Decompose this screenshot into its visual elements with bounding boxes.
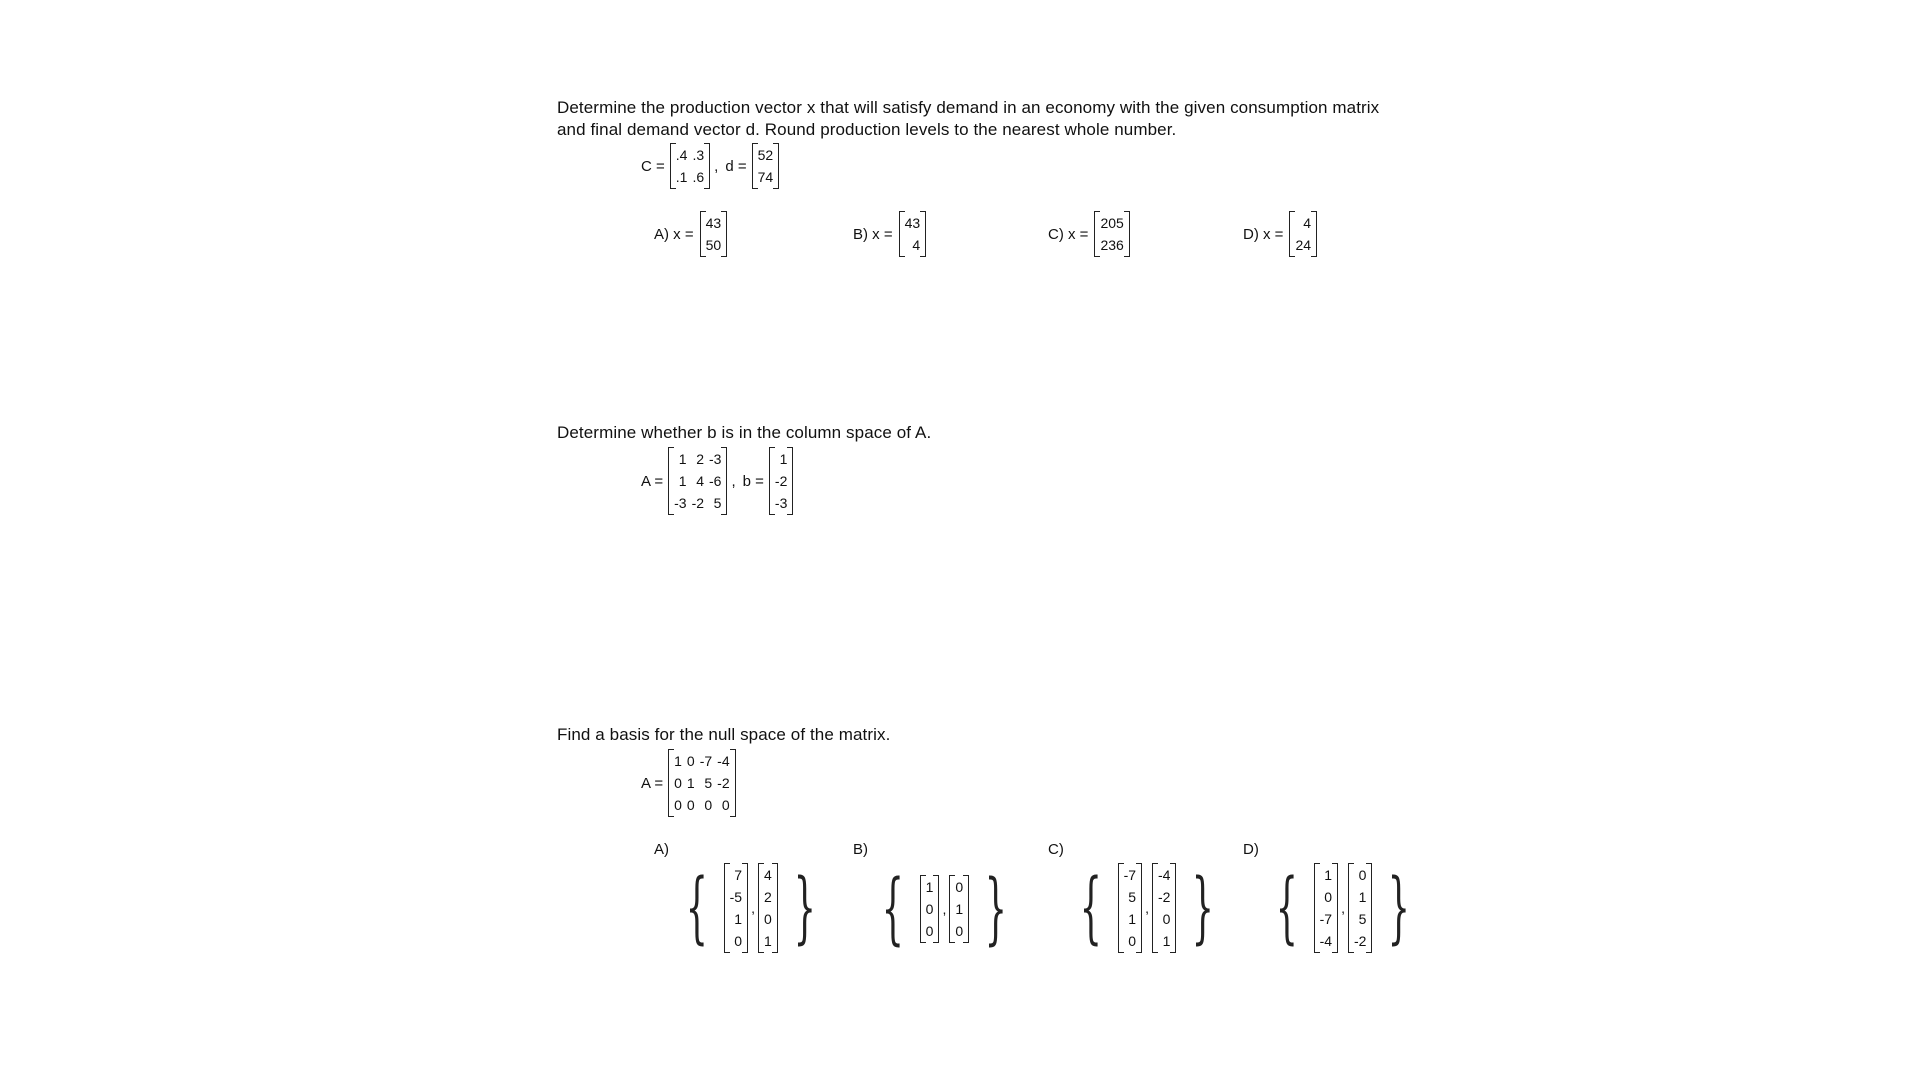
matrix-cell: 1 [1128,911,1137,927]
basis-vector [920,875,940,943]
matrix-cell: 5 [713,495,722,511]
matrix-cell: 0 [955,879,964,895]
matrix-cell: 0 [1358,867,1367,883]
matrix-cell: 4 [1303,215,1312,231]
separator-comma: , [714,157,719,175]
matrix-cell: 0 [1324,889,1333,905]
matrix-cell: -2 [774,473,788,489]
matrix-cell: 236 [1100,237,1124,253]
matrix-cell: 0 [925,901,934,917]
matrix-cell: -5 [729,889,743,905]
q3-choice-c-set[interactable] [1066,863,1228,953]
matrix-cell: 0 [686,797,695,813]
matrix-cell: 0 [674,797,682,813]
q1-choice-b[interactable] [853,211,928,257]
matrix-cell: 5 [1128,889,1137,905]
basis-vector [1152,863,1176,953]
vector-separator: , [942,901,947,917]
matrix-cell: -2 [1353,933,1367,949]
matrix-cell: 0 [721,797,730,813]
matrix-cell: -2 [1157,889,1171,905]
q3-choice-a-label[interactable]: A) [654,841,669,858]
open-brace: { [1079,863,1102,953]
matrix-cell: 4 [912,237,921,253]
question-1-line-2: and final demand vector d. Round production levels to the nearest whole number. [557,120,1177,139]
basis-vector [949,875,969,943]
open-brace: { [1275,863,1298,953]
matrix-cell: 1 [1358,889,1367,905]
matrix-cell: 1 [678,473,687,489]
question-3-line: Find a basis for the null space of the matrix. [557,725,891,744]
choice-label: B) x = [853,225,893,243]
matrix-cell: -4 [1319,933,1333,949]
matrix-cell: 1 [925,879,934,895]
matrix-a [668,749,736,817]
basis-vector [758,863,778,953]
matrix-cell: 0 [686,753,695,769]
matrix-cell: -4 [1157,867,1171,883]
q3-choice-d-label[interactable]: D) [1243,841,1259,858]
matrix-cell: 0 [1162,911,1171,927]
c-label: C = [641,157,665,175]
matrix-cell: 4 [763,867,772,883]
matrix-cell: 52 [757,147,774,163]
question-1-equation [638,143,781,189]
matrix-cell: 5 [704,775,713,791]
matrix-cell: -7 [699,753,713,769]
matrix-cell: 0 [704,797,713,813]
matrix-cell: 7 [734,867,743,883]
choice-vector [1289,211,1317,257]
q3-choice-c-label[interactable]: C) [1048,841,1064,858]
matrix-cell: 1 [779,451,788,467]
d-label: d = [725,157,747,175]
matrix-cell: 43 [904,215,921,231]
choice-vector [700,211,728,257]
matrix-cell: 2 [763,889,772,905]
question-3-text [557,724,1497,746]
vector-separator: , [1341,900,1345,916]
matrix-cell: .3 [692,147,705,163]
basis-vector [1118,863,1142,953]
matrix-cell: 0 [925,923,934,939]
matrix-cell: 0 [1128,933,1137,949]
matrix-cell: 50 [705,237,722,253]
vector-separator: , [1145,900,1149,916]
q1-choice-c[interactable] [1048,211,1132,257]
matrix-cell: 1 [734,911,743,927]
q3-choice-d-set[interactable] [1262,863,1424,953]
open-brace: { [881,864,904,954]
matrix-cell: 0 [674,775,682,791]
matrix-cell: 4 [696,473,705,489]
question-2-text [557,422,1497,444]
question-2-equation [638,447,795,515]
q3-choice-b-label[interactable]: B) [853,841,868,858]
matrix-cell: -3 [674,495,687,511]
choice-vector [1094,211,1129,257]
matrix-cell: 5 [1358,911,1367,927]
matrix-cell: 74 [757,169,774,185]
close-brace: } [793,863,816,953]
question-1-line-1: Determine the production vector x that will satisfy demand in an economy with the given consumption matrix [557,98,1380,117]
matrix-cell: -2 [717,775,730,791]
basis-vector [1348,863,1372,953]
matrix-cell: 1 [955,901,964,917]
matrix-cell: .4 [675,147,688,163]
choice-label: D) x = [1243,225,1284,243]
matrix-cell: 1 [763,933,772,949]
q1-choice-d[interactable] [1243,211,1319,257]
basis-vector [1314,863,1338,953]
matrix-cell: 2 [696,451,705,467]
b-label: b = [742,472,764,490]
matrix-cell: .6 [692,169,705,185]
choice-label: A) x = [654,225,694,243]
matrix-cell: -3 [709,451,722,467]
choice-label: C) x = [1048,225,1089,243]
demand-vector [752,143,780,189]
question-3-equation [638,749,738,817]
matrix-cell: 1 [1162,933,1171,949]
matrix-cell: -4 [717,753,730,769]
matrix-cell: -7 [1319,911,1333,927]
matrix-cell: 24 [1295,237,1312,253]
separator-comma: , [731,472,736,490]
choice-vector [899,211,927,257]
close-brace: } [1192,863,1215,953]
consumption-matrix [670,143,710,189]
matrix-cell: 0 [763,911,772,927]
matrix-cell: 1 [674,753,682,769]
matrix-a [668,447,727,515]
matrix-cell: 0 [734,933,743,949]
basis-vector [724,863,748,953]
question-2-line: Determine whether b is in the column space of A. [557,423,932,442]
a-label: A = [641,472,664,490]
open-brace: { [685,863,708,953]
matrix-cell: -3 [774,495,788,511]
matrix-cell: -2 [691,495,705,511]
matrix-cell: 205 [1100,215,1124,231]
q1-choice-a[interactable] [654,211,729,257]
matrix-cell: 1 [1324,867,1333,883]
a-label: A = [641,774,664,792]
q3-choice-a-set[interactable] [672,863,829,953]
matrix-cell: -7 [1123,867,1137,883]
q3-choice-b-set[interactable] [868,864,1021,954]
question-1-text [557,97,1497,141]
close-brace: } [1388,863,1411,953]
matrix-cell: 43 [705,215,722,231]
vector-b [769,447,793,515]
matrix-cell: -6 [709,473,722,489]
matrix-cell: 0 [955,923,964,939]
matrix-cell: 1 [686,775,695,791]
matrix-cell: 1 [678,451,687,467]
vector-separator: , [751,900,755,916]
matrix-cell: .1 [675,169,688,185]
close-brace: } [984,864,1008,954]
